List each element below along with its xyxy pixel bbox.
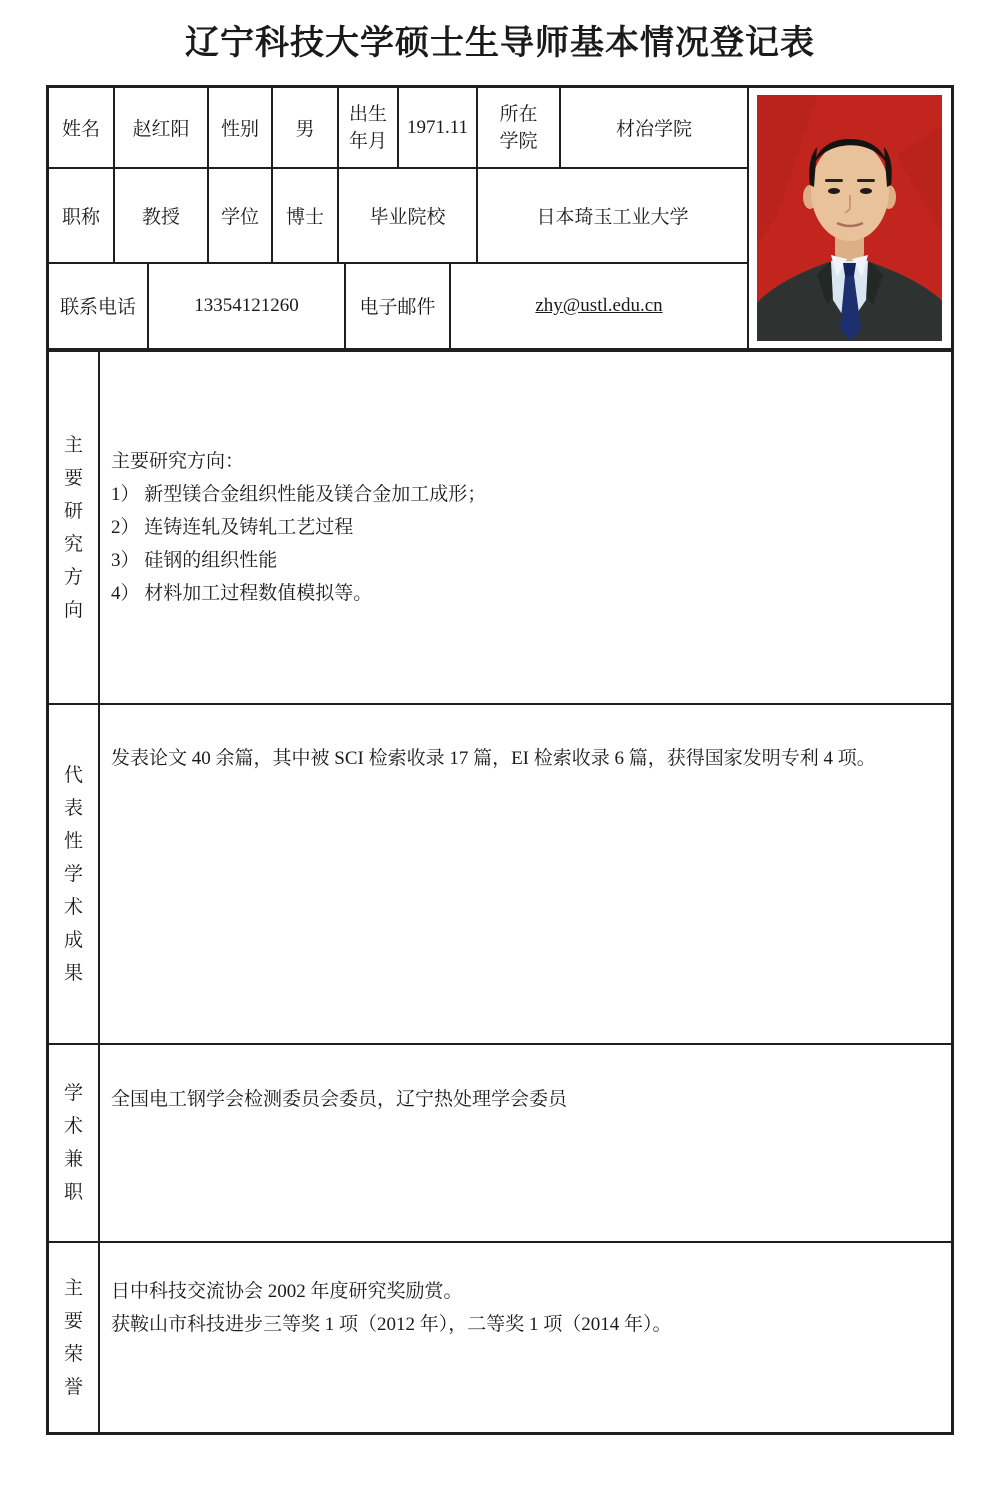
- section-academic-posts: [49, 1043, 951, 1241]
- name-value-cell: [115, 88, 209, 167]
- phone-value-cell: [149, 264, 346, 348]
- email-label-cell: [346, 264, 451, 348]
- research-line: 3） 硅钢的组织性能: [111, 550, 278, 571]
- achievements-section-label: [49, 705, 100, 1043]
- gender-value: 男: [295, 119, 315, 141]
- basic-info-block: [49, 88, 951, 350]
- research-line: 2） 连铸连轧及铸轧工艺过程: [111, 517, 354, 538]
- supervisor-photo: [757, 95, 942, 341]
- row-name-gender-birth-college: [49, 88, 749, 169]
- academic-posts-content: [100, 1045, 951, 1241]
- research-section-label: [49, 352, 100, 703]
- email-link[interactable]: zhy@ustl.edu.cn: [535, 294, 663, 316]
- college-label-cell: [478, 88, 561, 167]
- honors-content: [100, 1243, 951, 1432]
- school-value: 日本琦玉工业大学: [536, 207, 689, 229]
- row-title-degree-school: [49, 169, 749, 263]
- section-achievements: [49, 703, 951, 1043]
- gender-label-cell: [209, 88, 273, 167]
- research-line: 主要研究方向：: [111, 451, 245, 472]
- degree-label: 学位: [220, 207, 259, 229]
- page-title: 辽宁科技大学硕士生导师基本情况登记表: [185, 24, 815, 62]
- academic-posts-text: 全国电工钢学会检测委员会委员，辽宁热处理学会委员: [111, 1089, 568, 1110]
- honors-label-text: 主 要 荣 誉: [63, 1277, 83, 1398]
- academic-posts-label-text: 学 术 兼 职: [63, 1083, 83, 1203]
- registration-form-table: [46, 85, 954, 1435]
- honors-line: 获鞍山市科技进步三等奖 1 项（2012 年），二等奖 1 项（2014 年）。: [111, 1314, 672, 1335]
- achievements-text: 发表论文 40 余篇，其中被 SCI 检索收录 17 篇，EI 检索收录 6 篇，获得国家发明专利 4 项。: [111, 748, 876, 769]
- section-research-directions: [49, 350, 951, 703]
- school-label: 毕业院校: [369, 207, 446, 229]
- birth-value: 1971.11: [406, 116, 469, 138]
- college-value-cell: [561, 88, 749, 167]
- prof-title-value-cell: [115, 169, 209, 261]
- achievements-label-text: 代 表 性 学 术 成 果: [63, 764, 83, 984]
- phone-label-cell: [49, 264, 149, 348]
- degree-value: 博士: [285, 207, 324, 229]
- photo-cell: [749, 88, 949, 348]
- basic-info-grid: [49, 88, 749, 348]
- prof-title-label: 职称: [61, 207, 100, 229]
- college-label: 所在学院: [499, 103, 538, 152]
- email-label: 电子邮件: [359, 297, 436, 319]
- degree-label-cell: [209, 169, 273, 261]
- name-label-cell: [49, 88, 115, 167]
- birth-value-cell: [399, 88, 478, 167]
- gender-value-cell: [273, 88, 339, 167]
- name-label: 姓名: [61, 119, 100, 141]
- birth-label-cell: [339, 88, 399, 167]
- school-value-cell: [478, 169, 749, 261]
- school-label-cell: [339, 169, 478, 261]
- gender-label: 性别: [220, 119, 259, 141]
- research-label-text: 主 要 研 究 方 向: [63, 434, 83, 621]
- research-line: 4） 材料加工过程数值模拟等。: [111, 583, 373, 604]
- phone-label: 联系电话: [59, 297, 136, 319]
- research-content: [100, 352, 951, 703]
- prof-title-label-cell: [49, 169, 115, 261]
- phone-value: 13354121260: [194, 294, 299, 316]
- section-honors: [49, 1241, 951, 1432]
- achievements-content: [100, 705, 951, 1043]
- research-line: 1） 新型镁合金组织性能及镁合金加工成形；: [111, 484, 487, 505]
- honors-line: 日中科技交流协会 2002 年度研究奖励赏。: [111, 1281, 463, 1302]
- prof-title-value: 教授: [141, 207, 180, 229]
- row-phone-email: [49, 264, 749, 348]
- name-value: 赵红阳: [132, 119, 190, 141]
- honors-section-label: [49, 1243, 100, 1432]
- degree-value-cell: [273, 169, 339, 261]
- birth-label: 出生年月: [348, 103, 387, 152]
- email-value-cell: [451, 264, 749, 348]
- academic-posts-section-label: [49, 1045, 100, 1241]
- college-value: 材冶学院: [615, 119, 692, 141]
